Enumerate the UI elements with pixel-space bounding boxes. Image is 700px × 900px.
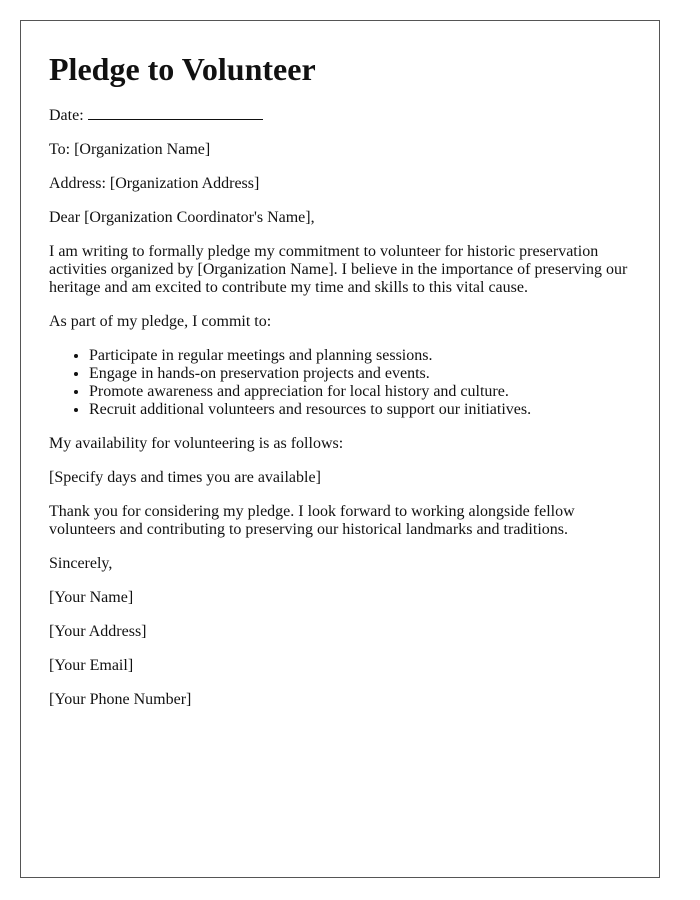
signature-address: [Your Address] [49,623,147,640]
closing-paragraph: Thank you for considering my pledge. I look forward to working alongside fellow volunteers and contributing to preserving our historical landmarks and traditions. [49,503,575,538]
commitment-list [49,347,639,419]
list-item: • Promote awareness and appreciation for local history and culture. [89,383,639,401]
signoff: Sincerely, [49,555,113,572]
availability-intro: My availability for volunteering is as follows: [49,435,344,452]
signature-email: [Your Email] [49,657,134,674]
date-label: Date: [49,107,84,124]
recipient-to: To: [Organization Name] [49,141,211,158]
signature-phone: [Your Phone Number] [49,691,192,708]
list-item: • Engage in hands-on preservation projects and events. [89,365,639,383]
date-line [49,105,639,125]
date-blank[interactable] [88,105,263,120]
recipient-address: Address: [Organization Address] [49,175,260,192]
list-item: • Participate in regular meetings and planning sessions. [89,347,639,365]
list-item: • Recruit additional volunteers and resources to support our initiatives. [89,401,639,419]
letter-content [49,51,639,725]
commit-intro: As part of my pledge, I commit to: [49,313,272,330]
availability-placeholder: [Specify days and times you are available] [49,469,321,486]
signature-name: [Your Name] [49,589,134,606]
letter-title: Pledge to Volunteer [49,51,316,87]
salutation: Dear [Organization Coordinator's Name], [49,209,315,226]
letter-page [20,20,660,878]
intro-paragraph: I am writing to formally pledge my commitment to volunteer for historic preservation activities organized by [Organization Name]. I believe in the importance of preserving our heritage and am excited to contribute my time and skills to this vital cause. [49,243,628,296]
